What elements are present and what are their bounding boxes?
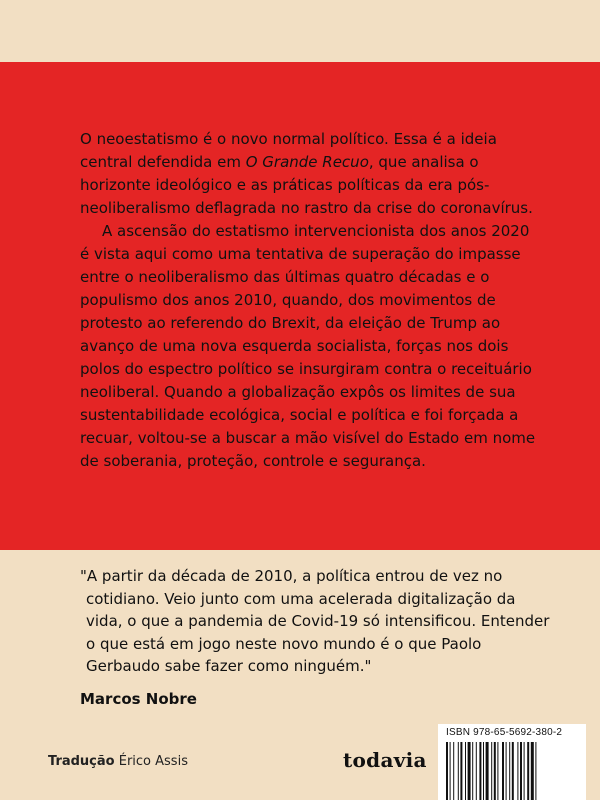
synopsis-text [80, 128, 540, 473]
synopsis-paragraph-1: O neoestatismo é o novo normal político. Essa é a ideia central defendida em O Grande Recuo, que analisa o horizonte ideológico e as práticas políticas da era pós-neoliberalismo deflagrada no rastro da crise do coronavírus. [80, 130, 533, 217]
translator-credit [48, 754, 188, 769]
isbn-number: ISBN 978-65-5692-380-2 [446, 727, 563, 738]
translation-label: Tradução [48, 754, 115, 769]
publisher-logo: todavia [343, 748, 427, 772]
barcode-image [446, 742, 580, 800]
endorsement [80, 565, 550, 710]
endorsement-author: Marcos Nobre [80, 689, 197, 708]
top-band [0, 0, 600, 62]
translator-name: Érico Assis [118, 754, 188, 769]
book-title: O Grande Recuo [245, 153, 369, 171]
endorsement-quote: "A partir da década de 2010, a política entrou de vez no cotidiano. Veio junto com uma acelerada digitalização da vida, o que a pandemia de Covid-19 só intensificou. Entender o que está em jogo neste novo mundo é o que Paolo Gerbaudo sabe fazer como ninguém." [80, 567, 550, 675]
synopsis-paragraph-2: A ascensão do estatismo intervencionista dos anos 2020 é vista aqui como uma tentativa de superação do impasse entre o neoliberalismo das últimas quatro décadas e o populismo dos anos 2010, quando, dos movimentos de protesto ao referendo do Brexit, da eleição de Trump ao avanço de uma nova esquerda socialista, forças nos dois polos do espectro político se insurgiram contra o receituário neoliberal. Quando a globalização expôs os limites de sua sustentabilidade ecológica, social e política e foi forçada a recuar, voltou-se a buscar a mão visível do Estado em nome de soberania, proteção, controle e segurança. [80, 222, 536, 470]
